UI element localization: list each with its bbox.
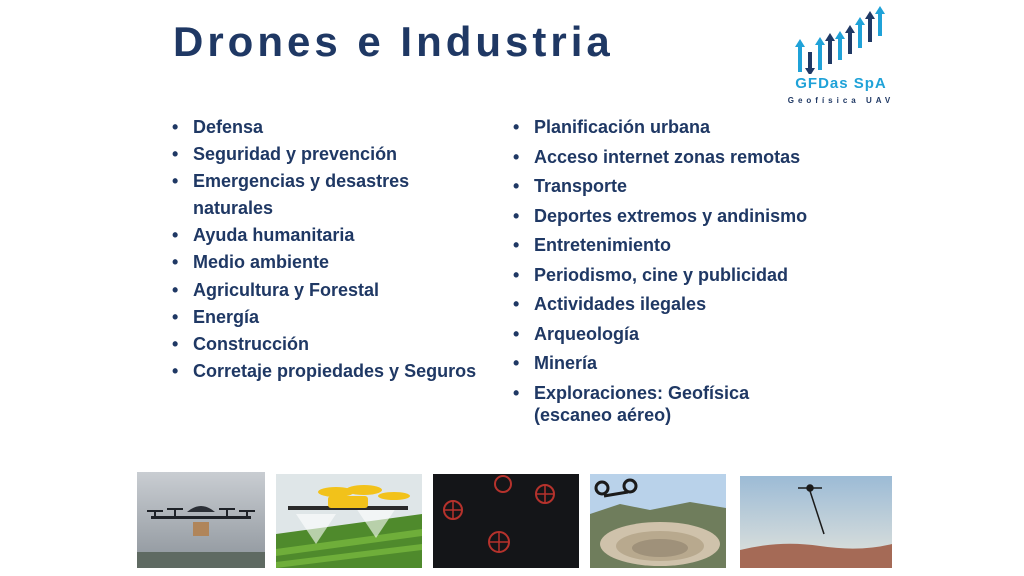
list-item: • Agricultura y Forestal xyxy=(172,277,492,304)
agricultural-drone-photo xyxy=(276,474,422,568)
logo-company-name: GFDas SpA xyxy=(795,75,887,92)
slide-title: Drones e Industria xyxy=(173,18,614,65)
list-item: • Acceso internet zonas remotas xyxy=(513,146,813,169)
list-item: • Periodismo, cine y publicidad xyxy=(513,264,813,287)
list-item: • Medio ambiente xyxy=(172,249,492,276)
list-item: • Minería xyxy=(513,352,813,375)
list-item: • Actividades ilegales xyxy=(513,293,813,316)
night-drone-show-photo xyxy=(433,474,579,568)
list-item: • Corretaje propiedades y Seguros xyxy=(172,358,492,385)
list-item: • Ayuda humanitaria xyxy=(172,222,492,249)
list-item: • Emergencias y desastres naturales xyxy=(172,168,492,222)
delivery-drone-photo xyxy=(137,472,265,568)
list-item: • Arqueología xyxy=(513,323,813,346)
company-logo xyxy=(786,6,896,106)
list-item: • Defensa xyxy=(172,114,492,141)
list-item: • Exploraciones: Geofísica (escaneo aéreo) xyxy=(513,382,813,427)
industry-list-right xyxy=(513,116,813,434)
list-item: • Deportes extremos y andinismo xyxy=(513,205,813,228)
geophysics-drone-photo xyxy=(740,476,892,568)
list-item: • Construcción xyxy=(172,331,492,358)
industry-list-left xyxy=(172,114,492,385)
logo-subtitle: Geofísica UAV xyxy=(787,96,895,105)
rising-arrows-icon xyxy=(786,6,896,74)
list-item: • Energía xyxy=(172,304,492,331)
list-item: • Entretenimiento xyxy=(513,234,813,257)
list-item: • Planificación urbana xyxy=(513,116,813,139)
mining-drone-photo xyxy=(590,474,726,568)
list-item: • Seguridad y prevención xyxy=(172,141,492,168)
list-item: • Transporte xyxy=(513,175,813,198)
